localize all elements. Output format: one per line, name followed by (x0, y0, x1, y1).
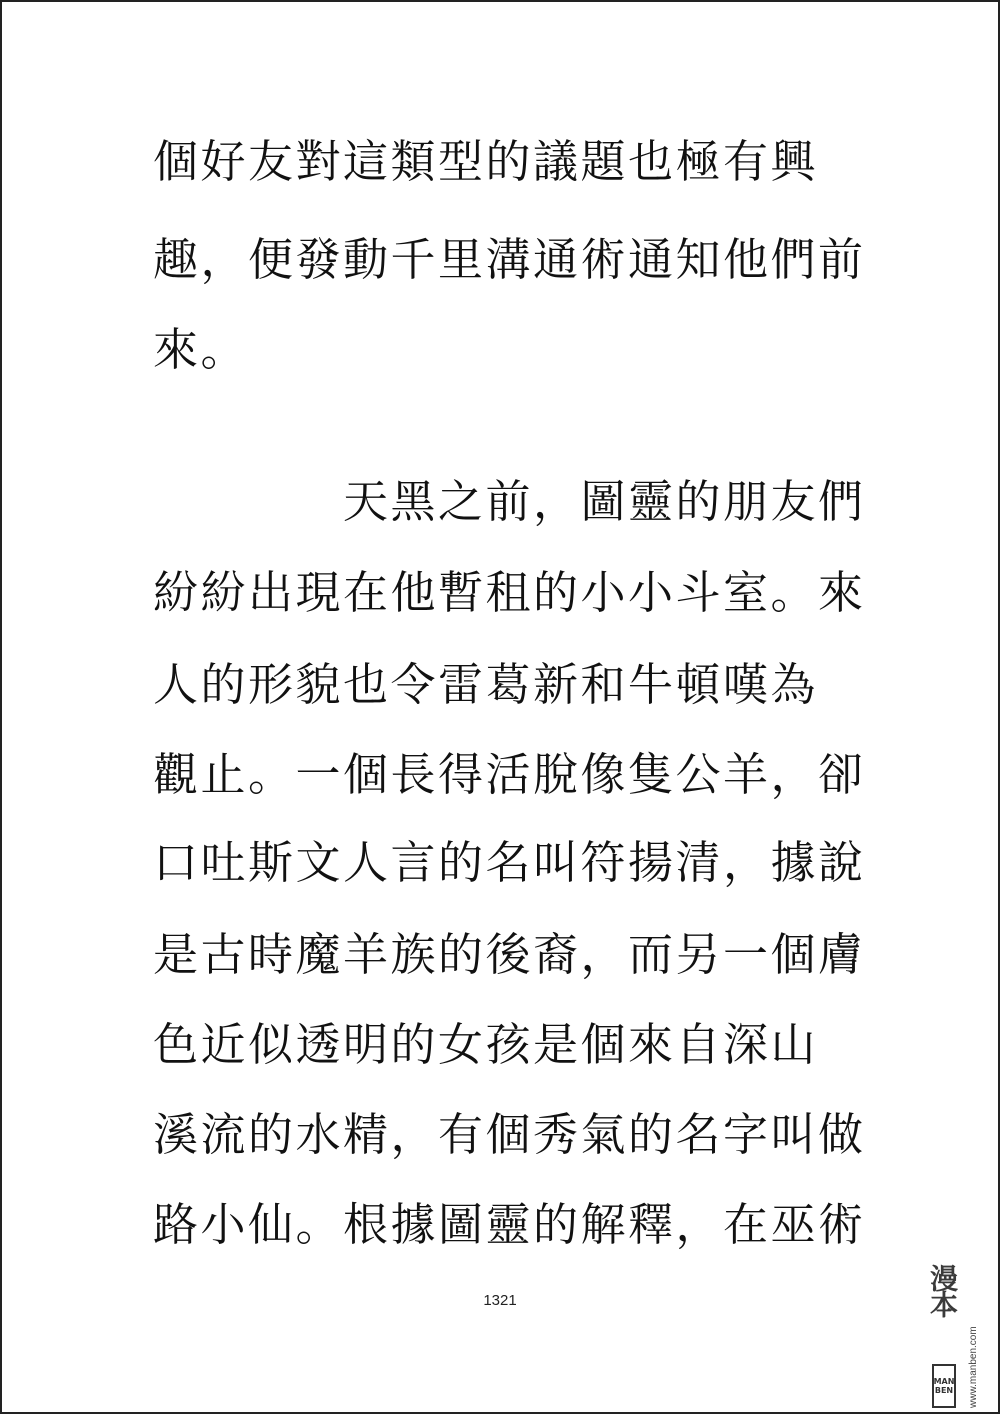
text-line: 紛紛出現在他暫租的小小斗室。來 (153, 566, 866, 619)
text-line: 個好友對這類型的議題也極有興 (153, 135, 819, 188)
text-line: 來。 (153, 323, 249, 376)
text-line: 溪流的水精，有個秀氣的名字叫做 (153, 1108, 866, 1161)
watermark-logo-glyph: 漫本 (926, 1264, 959, 1316)
watermark-url: www.manben.com (968, 1326, 979, 1408)
text-line: 是古時魔羊族的後裔，而另一個膚 (153, 928, 866, 981)
text-line: 天黑之前，圖靈的朋友們 (343, 475, 866, 528)
watermark-logo (926, 1264, 994, 1410)
watermark-box-bottom: BEN (934, 1386, 954, 1395)
page-number: 1321 (483, 1292, 517, 1309)
text-line: 色近似透明的女孩是個來自深山 (153, 1018, 819, 1071)
watermark-box-top: MAN (933, 1377, 955, 1386)
text-line: 趣，便發動千里溝通術通知他們前 (153, 233, 866, 286)
text-line: 路小仙。根據圖靈的解釋，在巫術 (153, 1198, 866, 1251)
text-line: 觀止。一個長得活脫像隻公羊，卻 (153, 748, 866, 801)
text-line: 人的形貌也令雷葛新和牛頓嘆為 (153, 658, 819, 711)
watermark-box (932, 1364, 956, 1408)
text-line: 口吐斯文人言的名叫符揚清，據說 (153, 836, 866, 889)
